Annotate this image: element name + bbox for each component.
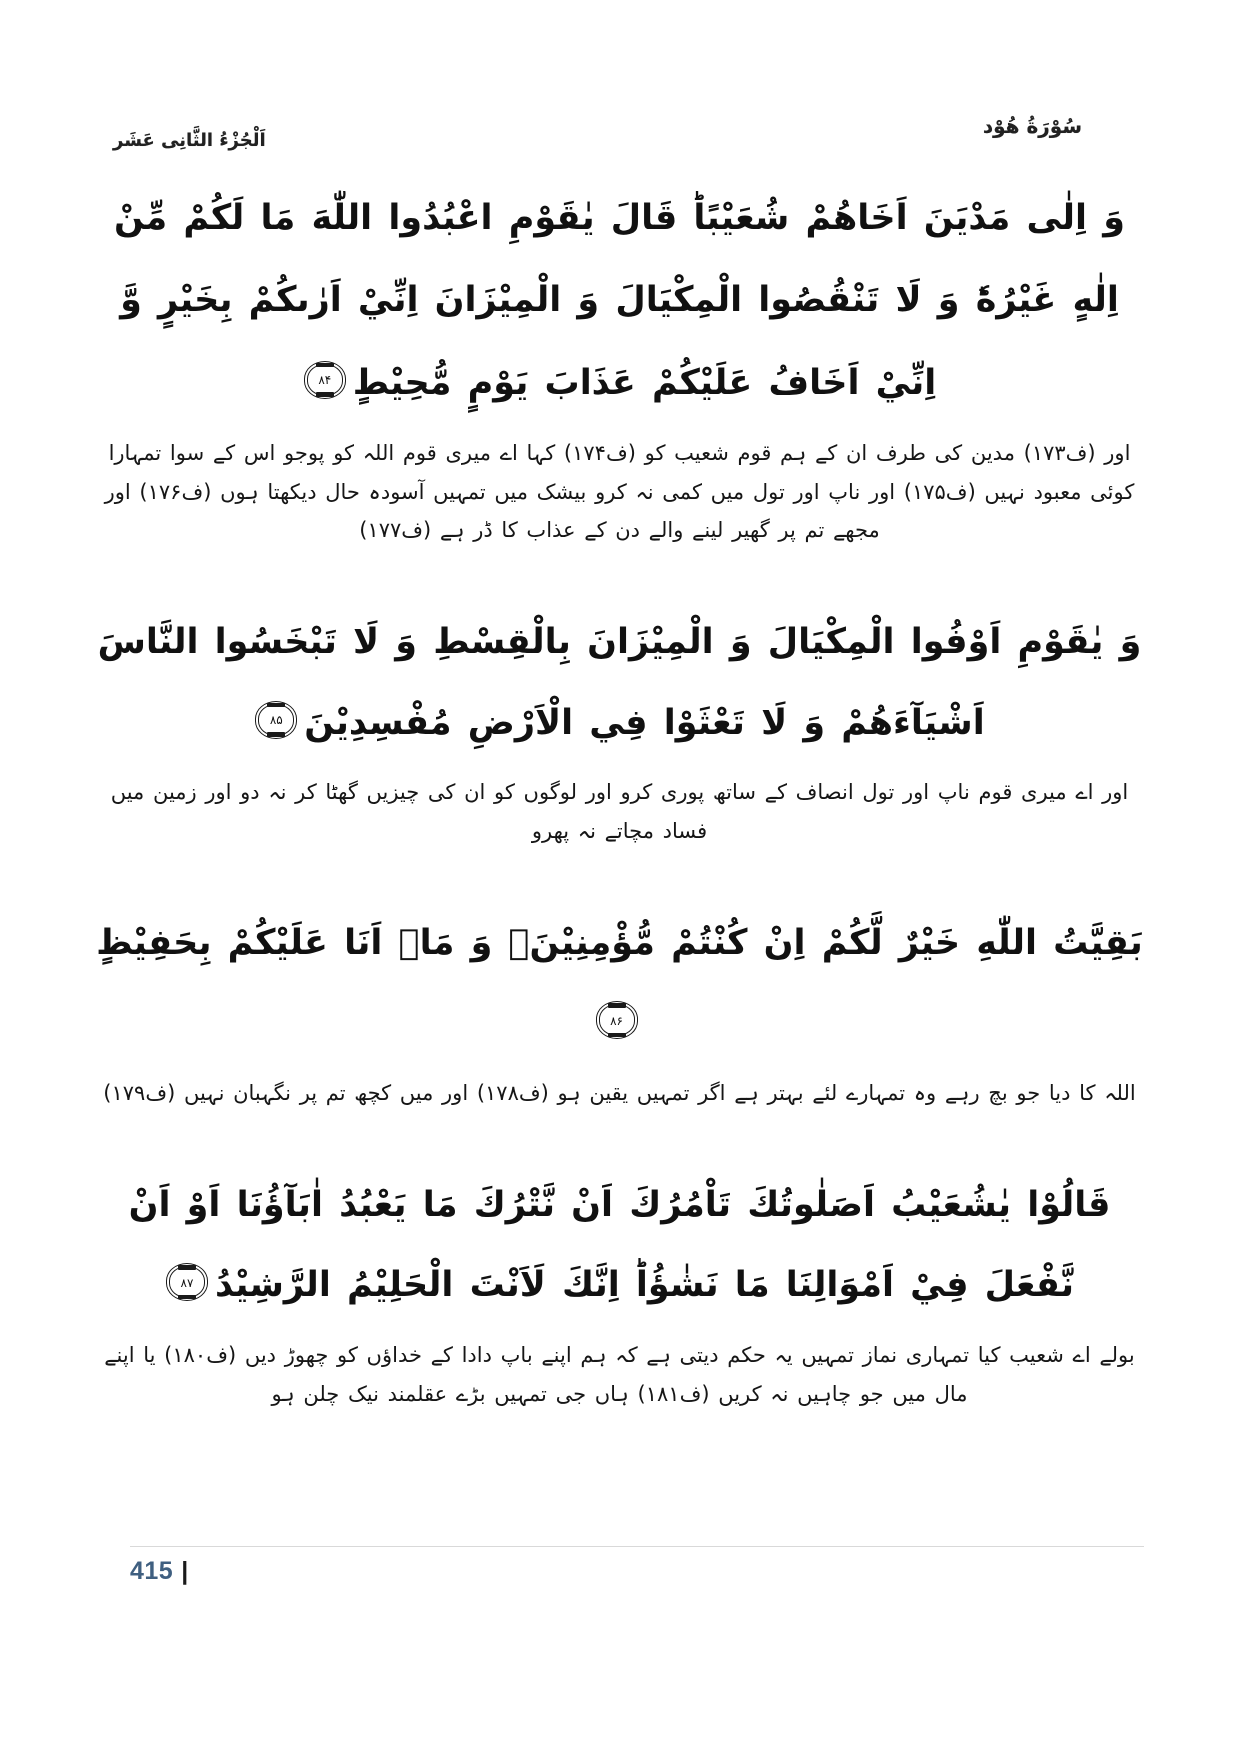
arabic-verse-87: قَالُوْا يٰشُعَيْبُ اَصَلٰوتُكَ تَاْمُرُكَ اَنْ نَّتْرُكَ مَا يَعْبُدُ اٰبَآؤُنَا اَوْ اَنْ نَّفْعَلَ فِيْ اَمْوَالِنَا مَا نَشٰؤُاؕ اِنَّكَ لَاَنْتَ الْحَلِيْمُ الرَّشِيْدُ bbox=[128, 1184, 1111, 1306]
juz-title-calligraphy: اَلْجُزْءُ الثَّانِی عَشَر bbox=[113, 130, 266, 151]
page-number-separator: | bbox=[181, 1557, 189, 1585]
urdu-translation-86: اللہ کا دیا جو بچ رہے وہ تمہارے لئے بہتر ہے اگر تمہیں یقین ہو (ف۱۷۸) اور میں کچھ تم پر نگہبان نہیں (ف۱۷۹) bbox=[103, 1080, 1136, 1105]
verse-arabic-text bbox=[95, 1165, 1144, 1326]
verse-block-86 bbox=[95, 903, 1144, 1113]
verse-block-85 bbox=[95, 602, 1144, 851]
urdu-translation-84: اور (ف۱۷۳) مدین کی طرف ان کے ہم قوم شعیب کو (ف۱۷۴) کہا اے میری قوم اللہ کو پوجو اس کے سوا تمہارا کوئی معبود نہیں (ف۱۷۵) اور ناپ اور تول میں کمی نہ کرو بیشک میں تمہیں آسودہ حال دیکھتا ہوں (ف۱۷۶) اور مجھے تم پر گھیر لینے والے دن کے عذاب کا ڈر ہے (ف۱۷۷) bbox=[104, 440, 1135, 543]
page-header bbox=[95, 112, 1144, 151]
arabic-verse-86: بَقِيَّتُ اللّٰهِ خَيْرٌ لَّكُمْ اِنْ كُنْتُمْ مُّؤْمِنِيْنَۚ وَ مَاۤ اَنَا عَلَيْكُمْ بِحَفِيْظٍ bbox=[96, 922, 1143, 963]
urdu-translation-85: اور اے میری قوم ناپ اور تول انصاف کے ساتھ پوری کرو اور لوگوں کو ان کی چیزیں گھٹا کر نہ دو اور زمین میں فساد مچاتے نہ پھرو bbox=[110, 780, 1129, 844]
urdu-translation-87: بولے اے شعیب کیا تمہاری نماز تمہیں یہ حکم دیتی ہے کہ ہم اپنے باپ دادا کے خداؤں کو چھوڑ دیں (ف۱۸۰) یا اپنے مال میں جو چاہیں نہ کریں (ف۱۸۱) ہاں جی تمہیں بڑے عقلمند نیک چلن ہو bbox=[104, 1342, 1135, 1406]
verse-arabic-text bbox=[95, 177, 1144, 424]
verse-end-medallion bbox=[169, 1266, 205, 1298]
verse-block-87 bbox=[95, 1165, 1144, 1414]
verse-block-84 bbox=[95, 177, 1144, 550]
verse-number: ۸۶ bbox=[610, 1013, 623, 1028]
verse-number: ۸۴ bbox=[318, 373, 332, 387]
arabic-verse-84: وَ اِلٰى مَدْيَنَ اَخَاهُمْ شُعَيْبًاؕ قَالَ يٰقَوْمِ اعْبُدُوا اللّٰهَ مَا لَكُمْ مِّنْ اِلٰهٍ غَيْرُهٗؕ وَ لَا تَنْقُصُوا الْمِكْيَالَ وَ الْمِيْزَانَ اِنِّيْ اَرٰىكُمْ بِخَيْرٍ وَّ اِنِّيْ اَخَافُ عَلَيْكُمْ عَذَابَ يَوْمٍ مُّحِيْطٍ bbox=[114, 198, 1125, 403]
page-number: 415 bbox=[130, 1557, 174, 1585]
arabic-verse-85: وَ يٰقَوْمِ اَوْفُوا الْمِكْيَالَ وَ الْمِيْزَانَ بِالْقِسْطِ وَ لَا تَبْخَسُوا النَّاسَ اَشْيَآءَهُمْ وَ لَا تَعْثَوْا فِي الْاَرْضِ مُفْسِدِيْنَ bbox=[97, 622, 1142, 743]
verse-number: ۸۵ bbox=[269, 713, 283, 728]
verse-arabic-text bbox=[95, 602, 1144, 763]
verse-end-medallion bbox=[307, 364, 343, 396]
page-footer bbox=[130, 1546, 1144, 1586]
verse-end-medallion bbox=[258, 704, 294, 736]
verse-number: ۸۷ bbox=[180, 1275, 194, 1290]
verse-arabic-text bbox=[95, 903, 1144, 1064]
verse-end-medallion bbox=[599, 1004, 635, 1036]
surah-title-calligraphy: سُوْرَةُ هُوْد bbox=[982, 114, 1082, 138]
